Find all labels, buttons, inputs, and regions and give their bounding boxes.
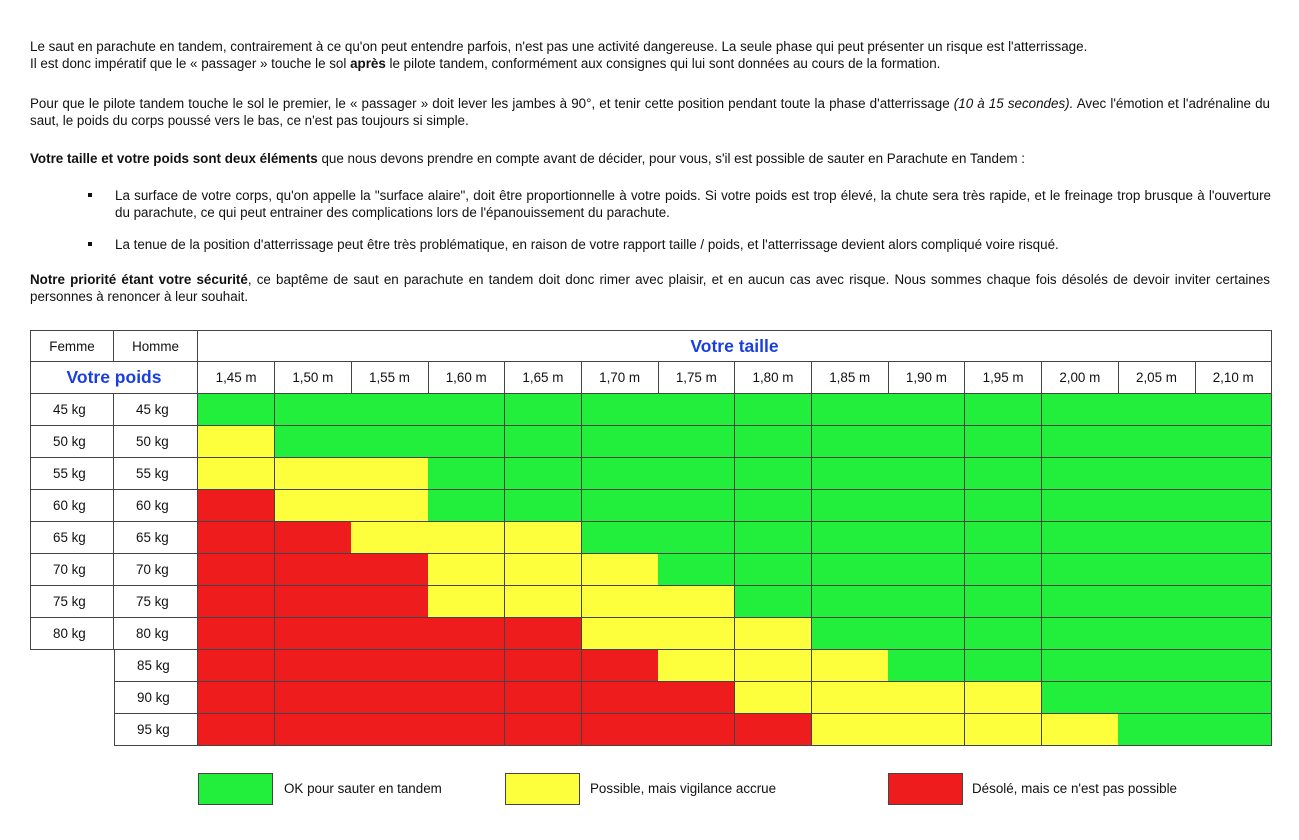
status-cell xyxy=(1118,682,1195,714)
status-cell xyxy=(1195,458,1272,490)
bullet-icon xyxy=(88,193,92,197)
status-cell xyxy=(888,394,965,426)
status-cell xyxy=(888,458,965,490)
status-cell xyxy=(582,458,659,490)
status-cell xyxy=(198,618,275,650)
status-cell xyxy=(351,682,428,714)
weight-homme-cell: 50 kg xyxy=(114,426,198,458)
status-cell xyxy=(1118,586,1195,618)
height-header-cell: 1,90 m xyxy=(888,362,965,394)
status-cell xyxy=(1118,650,1195,682)
status-cell xyxy=(1042,714,1119,746)
status-cell xyxy=(1118,394,1195,426)
status-cell xyxy=(888,426,965,458)
status-cell xyxy=(1118,618,1195,650)
status-cell xyxy=(812,682,889,714)
safety-bold: Notre priorité étant votre sécurité xyxy=(30,272,248,287)
status-cell xyxy=(505,682,582,714)
status-cell xyxy=(1042,554,1119,586)
landing-text-italic: (10 à 15 secondes). xyxy=(953,96,1074,111)
legend-swatch-impossible xyxy=(888,773,963,805)
status-cell xyxy=(965,618,1042,650)
status-cell xyxy=(812,586,889,618)
status-cell xyxy=(658,554,735,586)
status-cell xyxy=(582,426,659,458)
status-cell xyxy=(1195,522,1272,554)
weight-homme-cell: 70 kg xyxy=(114,554,198,586)
status-cell xyxy=(275,586,352,618)
weight-femme-cell: 45 kg xyxy=(30,394,114,426)
status-cell xyxy=(965,650,1042,682)
status-cell xyxy=(275,554,352,586)
status-cell xyxy=(735,522,812,554)
status-cell xyxy=(198,586,275,618)
status-cell xyxy=(888,682,965,714)
criteria-paragraph xyxy=(30,150,1270,167)
status-cell xyxy=(1118,426,1195,458)
header-femme: Femme xyxy=(30,330,114,362)
landing-text-end: Avec l'émotion et l'adrénaline du saut, le poids du corps poussé vers le bas, ce n'est pas toujours si simple. xyxy=(30,96,1270,128)
weight-homme-cell: 65 kg xyxy=(114,522,198,554)
height-header-cell: 2,10 m xyxy=(1195,362,1272,394)
status-cell xyxy=(1042,394,1119,426)
weight-homme-cell: 95 kg xyxy=(114,714,198,746)
bullet-icon xyxy=(88,242,92,246)
status-cell xyxy=(735,426,812,458)
status-cell xyxy=(428,554,505,586)
status-cell xyxy=(198,426,275,458)
status-cell xyxy=(505,394,582,426)
status-cell xyxy=(735,554,812,586)
criteria-bold: Votre taille et votre poids sont deux éléments xyxy=(30,151,318,166)
status-cell xyxy=(735,618,812,650)
status-cell xyxy=(351,394,428,426)
height-header-cell: 1,65 m xyxy=(505,362,582,394)
status-cell xyxy=(888,490,965,522)
status-cell xyxy=(1195,618,1272,650)
status-cell xyxy=(505,490,582,522)
status-cell xyxy=(812,426,889,458)
status-cell xyxy=(965,714,1042,746)
status-cell xyxy=(582,682,659,714)
status-cell xyxy=(812,394,889,426)
status-cell xyxy=(582,522,659,554)
weight-femme-cell: 75 kg xyxy=(30,586,114,618)
height-header-cell: 1,50 m xyxy=(275,362,352,394)
legend xyxy=(0,773,1299,805)
status-cell xyxy=(1042,682,1119,714)
weight-homme-cell: 45 kg xyxy=(114,394,198,426)
status-cell xyxy=(582,490,659,522)
height-weight-table xyxy=(30,330,1272,749)
intro-line-1: Le saut en parachute en tandem, contrairement à ce qu'on peut entendre parfois, n'est pas une activité dangereuse. La seule phase qui peut présenter un risque est l'atterrissage. xyxy=(30,39,1088,54)
status-cell xyxy=(965,554,1042,586)
weight-homme-cell: 85 kg xyxy=(114,650,198,682)
status-cell xyxy=(735,714,812,746)
status-cell xyxy=(505,714,582,746)
status-cell xyxy=(965,394,1042,426)
status-cell xyxy=(351,618,428,650)
status-cell xyxy=(351,426,428,458)
status-cell xyxy=(1195,394,1272,426)
status-cell xyxy=(582,586,659,618)
intro-line-2-end: le pilote tandem, conformément aux consignes qui lui sont données au cours de la formation. xyxy=(385,56,941,71)
status-cell xyxy=(735,394,812,426)
height-header-cell: 1,70 m xyxy=(582,362,659,394)
status-cell xyxy=(582,618,659,650)
list-item xyxy=(85,236,1271,253)
status-cell xyxy=(275,650,352,682)
landing-paragraph xyxy=(30,95,1270,129)
intro-line-2-start: Il est donc impératif que le « passager » touche le sol xyxy=(30,56,351,71)
status-cell xyxy=(428,490,505,522)
status-cell xyxy=(428,458,505,490)
status-cell xyxy=(198,682,275,714)
legend-swatch-ok xyxy=(198,773,273,805)
status-cell xyxy=(888,522,965,554)
status-cell xyxy=(582,554,659,586)
status-cell xyxy=(658,586,735,618)
height-header-cell: 1,80 m xyxy=(735,362,812,394)
height-header-cell: 2,00 m xyxy=(1042,362,1119,394)
weight-femme-cell: 55 kg xyxy=(30,458,114,490)
status-cell xyxy=(812,554,889,586)
status-cell xyxy=(428,522,505,554)
status-cell xyxy=(965,426,1042,458)
height-header-cell: 1,95 m xyxy=(965,362,1042,394)
intro-paragraph xyxy=(30,38,1270,72)
status-cell xyxy=(505,522,582,554)
height-header-cell: 1,45 m xyxy=(198,362,275,394)
status-cell xyxy=(505,650,582,682)
status-cell xyxy=(888,650,965,682)
status-cell xyxy=(1195,426,1272,458)
status-cell xyxy=(658,714,735,746)
status-cell xyxy=(1042,426,1119,458)
status-cell xyxy=(965,490,1042,522)
status-cell xyxy=(275,714,352,746)
status-cell xyxy=(1042,458,1119,490)
weight-femme-cell: 65 kg xyxy=(30,522,114,554)
status-cell xyxy=(812,458,889,490)
status-cell xyxy=(428,714,505,746)
weight-homme-cell: 55 kg xyxy=(114,458,198,490)
status-cell xyxy=(1118,522,1195,554)
status-cell xyxy=(505,458,582,490)
status-cell xyxy=(582,650,659,682)
status-cell xyxy=(198,714,275,746)
status-cell xyxy=(965,458,1042,490)
status-cell xyxy=(658,682,735,714)
intro-line-2-bold: après xyxy=(350,56,386,71)
status-cell xyxy=(351,522,428,554)
status-cell xyxy=(888,714,965,746)
status-cell xyxy=(505,554,582,586)
status-cell xyxy=(1042,522,1119,554)
status-cell xyxy=(888,554,965,586)
safety-paragraph xyxy=(30,271,1270,305)
status-cell xyxy=(965,522,1042,554)
weight-femme-cell: 70 kg xyxy=(30,554,114,586)
status-cell xyxy=(1042,618,1119,650)
status-cell xyxy=(812,522,889,554)
status-cell xyxy=(198,490,275,522)
legend-label-impossible: Désolé, mais ce n'est pas possible xyxy=(972,781,1178,796)
status-cell xyxy=(735,682,812,714)
status-cell xyxy=(428,682,505,714)
weight-homme-cell: 75 kg xyxy=(114,586,198,618)
status-cell xyxy=(198,458,275,490)
status-cell xyxy=(735,586,812,618)
weight-homme-cell: 90 kg xyxy=(114,682,198,714)
status-cell xyxy=(351,650,428,682)
status-cell xyxy=(1195,554,1272,586)
status-cell xyxy=(735,650,812,682)
status-cell xyxy=(582,714,659,746)
legend-swatch-vigilance xyxy=(505,773,580,805)
status-cell xyxy=(275,394,352,426)
safety-rest: , ce baptême de saut en parachute en tandem doit donc rimer avec plaisir, et en aucun cas avec risque. Nous sommes chaque fois désolés de devoir inviter certaines personnes à renoncer à leur souhait. xyxy=(30,272,1270,304)
status-cell xyxy=(1195,490,1272,522)
status-cell xyxy=(1118,554,1195,586)
status-cell xyxy=(505,586,582,618)
landing-text-start: Pour que le pilote tandem touche le sol le premier, le « passager » doit lever les jambes à 90°, et tenir cette position pendant toute la phase d'atterrissage xyxy=(30,96,954,111)
status-cell xyxy=(1195,650,1272,682)
status-cell xyxy=(812,618,889,650)
status-cell xyxy=(198,554,275,586)
title-taille: Votre taille xyxy=(198,330,1272,362)
status-cell xyxy=(658,426,735,458)
status-cell xyxy=(198,650,275,682)
criteria-list xyxy=(85,187,1271,268)
status-cell xyxy=(428,426,505,458)
intro-line-2 xyxy=(30,55,1270,72)
status-cell xyxy=(275,458,352,490)
status-cell xyxy=(428,650,505,682)
status-cell xyxy=(505,618,582,650)
status-cell xyxy=(1118,714,1195,746)
height-header-cell: 1,85 m xyxy=(812,362,889,394)
height-header-cell: 1,60 m xyxy=(428,362,505,394)
bullet-text-2: La tenue de la position d'atterrissage peut être très problématique, en raison de votre rapport taille / poids, et l'atterrissage devient alors compliqué voire risqué. xyxy=(115,237,1059,252)
status-cell xyxy=(965,586,1042,618)
status-cell xyxy=(1195,586,1272,618)
status-cell xyxy=(965,682,1042,714)
height-header-cell: 2,05 m xyxy=(1118,362,1195,394)
status-cell xyxy=(582,394,659,426)
legend-label-vigilance: Possible, mais vigilance accrue xyxy=(590,781,777,796)
status-cell xyxy=(1042,650,1119,682)
status-cell xyxy=(888,618,965,650)
status-cell xyxy=(198,522,275,554)
status-cell xyxy=(1195,714,1272,746)
weight-femme-cell: 60 kg xyxy=(30,490,114,522)
status-cell xyxy=(888,586,965,618)
list-item xyxy=(85,187,1271,221)
status-cell xyxy=(812,650,889,682)
status-cell xyxy=(1042,490,1119,522)
status-cell xyxy=(275,618,352,650)
status-cell xyxy=(658,522,735,554)
status-cell xyxy=(658,394,735,426)
weight-homme-cell: 80 kg xyxy=(114,618,198,650)
status-cell xyxy=(658,490,735,522)
legend-label-ok: OK pour sauter en tandem xyxy=(284,781,442,796)
bullet-text-1: La surface de votre corps, qu'on appelle la "surface alaire", doit être proportionnelle à votre poids. Si votre poids est trop élevé, la chute sera très rapide, et le freinage trop brusque à l'ouverture du parachute, ce qui peut entrainer des complications lors de l'épanouissement du parachute. xyxy=(115,188,1271,220)
status-cell xyxy=(351,554,428,586)
status-cell xyxy=(351,586,428,618)
height-header-cell: 1,75 m xyxy=(658,362,735,394)
status-cell xyxy=(351,490,428,522)
status-cell xyxy=(275,522,352,554)
status-cell xyxy=(428,394,505,426)
status-cell xyxy=(428,586,505,618)
status-cell xyxy=(275,426,352,458)
status-cell xyxy=(1118,458,1195,490)
height-header-cell: 1,55 m xyxy=(351,362,428,394)
status-cell xyxy=(351,714,428,746)
weight-femme-cell: 80 kg xyxy=(30,618,114,650)
status-cell xyxy=(351,458,428,490)
weight-femme-cell: 50 kg xyxy=(30,426,114,458)
status-cell xyxy=(1118,490,1195,522)
status-cell xyxy=(658,458,735,490)
status-cell xyxy=(658,618,735,650)
status-cell xyxy=(505,426,582,458)
status-cell xyxy=(735,490,812,522)
header-homme: Homme xyxy=(114,330,198,362)
status-cell xyxy=(275,490,352,522)
status-cell xyxy=(428,618,505,650)
status-cell xyxy=(812,490,889,522)
status-cell xyxy=(735,458,812,490)
weight-homme-cell: 60 kg xyxy=(114,490,198,522)
status-cell xyxy=(1042,586,1119,618)
criteria-rest: que nous devons prendre en compte avant de décider, pour vous, s'il est possible de sauter en Parachute en Tandem : xyxy=(317,151,1025,166)
status-cell xyxy=(275,682,352,714)
status-cell xyxy=(198,394,275,426)
status-cell xyxy=(658,650,735,682)
status-cell xyxy=(812,714,889,746)
status-cell xyxy=(1195,682,1272,714)
title-poids: Votre poids xyxy=(30,362,198,394)
